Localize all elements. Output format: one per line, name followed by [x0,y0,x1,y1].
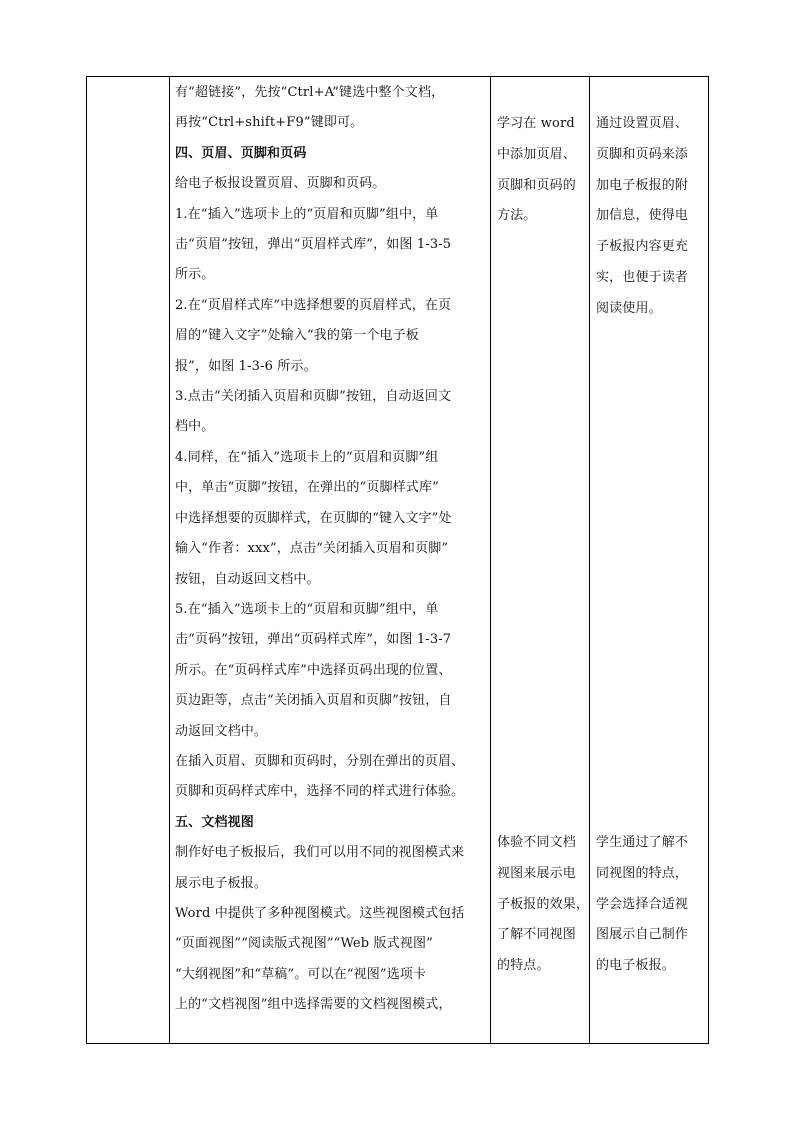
content-line: 1.在“插入”选项卡上的“页眉和页脚”组中，单 [175,206,439,222]
design-intent-line: 加电子板报的附 [596,177,689,193]
student-activity-line: 视图来展示电 [497,865,576,881]
content-line: “页面视图”“阅读版式视图”“Web 版式视图” [175,936,433,952]
content-line: 页边距等，点击“关闭插入页眉和页脚”按钮，自 [175,693,452,709]
student-activity-line: 子板报的效果， [497,896,590,912]
student-activity-line: 的特点。 [497,958,550,974]
design-intent-line: 图展示自己制作 [596,927,689,943]
content-line: 有“超链接”，先按“Ctrl+A”键选中整个文档， [175,85,445,100]
content-line: 档中。 [175,419,215,435]
content-line: 在插入页眉、页脚和页码时，分别在弹出的页眉、 [175,753,465,769]
design-intent-line: 阅读使用。 [596,300,662,316]
design-intent-line: 的电子板报。 [596,958,675,974]
section-heading: 四、页眉、页脚和页码 [175,145,307,161]
student-activity-line: 了解不同视图 [497,927,576,943]
lesson-plan-table [86,76,709,1044]
content-line: 中选择想要的页脚样式，在页脚的“键入文字”处 [175,510,452,526]
content-line: 眉的“键入文字”处输入“我的第一个电子板 [175,328,419,344]
student-activity-line: 学习在 word [497,116,575,131]
content-line: 2.在“页眉样式库”中选择想要的页眉样式，在页 [175,297,452,313]
content-line: 展示电子板报。 [175,875,268,891]
design-intent-cell [590,77,709,1044]
content-line: 输入“作者：xxx”，点击“关闭插入页眉和页脚” [175,541,449,557]
design-intent-block-1 [590,109,708,325]
student-activity-line: 中添加页眉、 [497,146,576,162]
content-line: 所示。在“页码样式库”中选择页码出现的位置、 [175,662,452,678]
section-heading: 五、文档视图 [175,814,254,830]
content-line: “大纲视图”和“草稿”。可以在“视图”选项卡 [175,966,427,982]
content-line: 所示。 [175,267,215,283]
content-line: 上的“文档视图”组中选择需要的文档视图模式， [175,997,452,1013]
content-line: Word 中提供了多种视图模式。这些视图模式包括 [175,905,465,921]
teaching-content [170,77,490,1044]
content-line: 按钮，自动返回文档中。 [175,571,320,587]
design-intent-line: 页脚和页码来添 [596,146,689,162]
student-activity-line: 页脚和页码的 [497,177,576,193]
design-intent-line: 加信息，使得电 [596,208,689,224]
design-intent-line: 实，也便于读者 [596,269,689,285]
content-line: 给电子板报设置页眉、页脚和页码。 [175,176,386,192]
student-activity-cell [491,77,590,1044]
student-activity-block-1 [491,109,589,232]
student-activity-block-2 [491,828,589,982]
teaching-content-cell [170,77,491,1044]
design-intent-line: 通过设置页眉、 [596,116,689,131]
design-intent-block-2 [590,828,708,982]
content-line: 报”，如图 1-3-6 所示。 [175,358,317,374]
content-line: 击“页码”按钮，弹出“页码样式库”，如图 1-3-7 [175,632,452,648]
content-line: 击“页眉”按钮，弹出“页眉样式库”，如图 1-3-5 [175,237,452,253]
content-line: 制作好电子板报后，我们可以用不同的视图模式来 [175,845,465,861]
content-line: 5.在“插入”选项卡上的“页眉和页脚”组中，单 [175,601,439,617]
content-line: 页脚和页码样式库中，选择不同的样式进行体验。 [175,784,465,800]
content-line: 再按“Ctrl+shift+F9”键即可。 [175,115,364,131]
design-intent-line: 学会选择合适视 [596,896,689,912]
student-activity-line: 方法。 [497,208,537,224]
design-intent-line: 同视图的特点， [596,865,689,881]
content-line: 中，单击“页脚”按钮，在弹出的“页脚样式库” [175,480,439,496]
content-line: 3.点击“关闭插入页眉和页脚”按钮，自动返回文 [175,389,452,405]
content-line: 动返回文档中。 [175,723,268,739]
phase-column-cell [87,77,170,1044]
content-line: 4.同样，在“插入”选项卡上的“页眉和页脚”组 [175,449,439,465]
design-intent-line: 子板报内容更充 [596,239,689,255]
student-activity-line: 体验不同文档 [497,835,576,850]
design-intent-line: 学生通过了解不 [596,835,689,850]
